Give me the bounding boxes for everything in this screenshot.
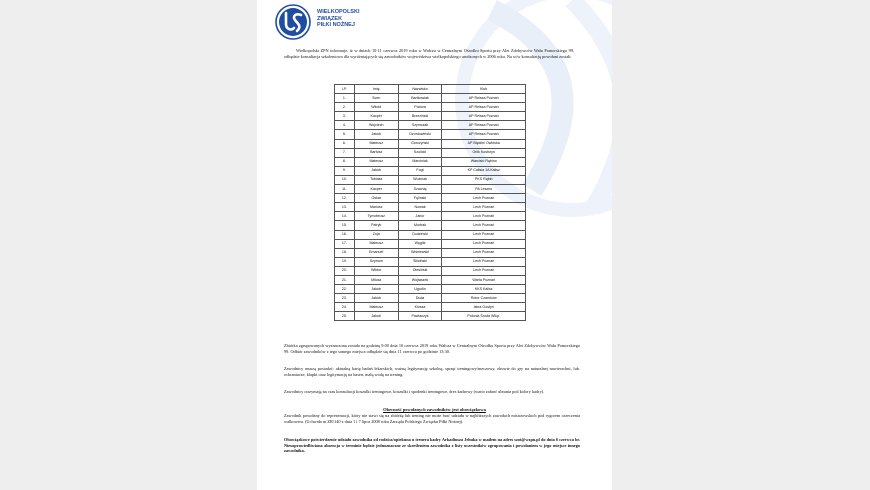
cell-surname: Górczyński xyxy=(398,139,442,148)
cell-surname: Wojtaszek xyxy=(398,275,442,284)
org-line-2: ZWIĄZEK xyxy=(317,15,343,22)
cell-surname: Fęlinski xyxy=(398,194,442,203)
cell-lp: 11. xyxy=(335,185,355,194)
cell-lp: 10. xyxy=(335,175,355,184)
players-table-body xyxy=(335,94,526,321)
cell-first-name: Tobiasz xyxy=(354,175,398,184)
cell-lp: 14. xyxy=(335,212,355,221)
cell-club: AP Reissa Poznań xyxy=(442,130,526,139)
column-header-club: Klub xyxy=(442,85,526,94)
column-header-surname: Nazwisko xyxy=(398,85,442,94)
cell-club: AP Reissa Poznań xyxy=(442,112,526,121)
cell-first-name: Mateusz xyxy=(354,157,398,166)
cell-lp: 5. xyxy=(335,130,355,139)
cell-club: Lech Poznań xyxy=(442,221,526,230)
table-row xyxy=(335,212,526,221)
cell-first-name: Patryk xyxy=(354,221,398,230)
cell-surname: Szulicki xyxy=(398,148,442,157)
cell-surname: Mudrak xyxy=(398,221,442,230)
cell-lp: 2. xyxy=(335,103,355,112)
cell-club: Orlik Kostrzyn xyxy=(442,148,526,157)
table-row xyxy=(335,275,526,284)
cell-first-name: Jakub xyxy=(354,285,398,294)
cell-lp: 25. xyxy=(335,312,355,321)
cell-club: AP Reissa Poznań xyxy=(442,121,526,130)
cell-club: Warcisłó Rąbino xyxy=(442,157,526,166)
table-row xyxy=(335,112,526,121)
cell-surname: Ugodin xyxy=(398,285,442,294)
cell-club: Lech Poznań xyxy=(442,266,526,275)
cell-surname: Kłosza xyxy=(398,303,442,312)
cell-surname: Dzordowiński xyxy=(398,130,442,139)
cell-first-name: Miłosz xyxy=(354,275,398,284)
cell-surname: Szachaj xyxy=(398,185,442,194)
cell-lp: 9. xyxy=(335,166,355,175)
cell-lp: 18. xyxy=(335,248,355,257)
cell-lp: 22. xyxy=(335,285,355,294)
table-row xyxy=(335,185,526,194)
cell-surname: Olesiński xyxy=(398,266,442,275)
cell-club: Lech Poznań xyxy=(442,248,526,257)
cell-lp: 19. xyxy=(335,257,355,266)
cell-lp: 8. xyxy=(335,157,355,166)
cell-lp: 6. xyxy=(335,139,355,148)
cell-club: PA Leszno xyxy=(442,185,526,194)
cell-first-name: Mateusz xyxy=(354,239,398,248)
table-row xyxy=(335,303,526,312)
cell-lp: 4. xyxy=(335,121,355,130)
table-row xyxy=(335,139,526,148)
cell-club: AP Błękitni Owińska xyxy=(442,139,526,148)
cell-surname: Janur xyxy=(398,212,442,221)
kit-paragraph: Zawodnicy otrzymają na czas konsultacji koszulki treningowe, koszulki i spodenki treningowe, dres kadrowy (warto zabrać ubrania pod kolory kadry). xyxy=(284,389,545,394)
cell-lp: 21. xyxy=(335,275,355,284)
cell-lp: 7. xyxy=(335,148,355,157)
cell-first-name: Mateusz xyxy=(354,303,398,312)
table-row xyxy=(335,148,526,157)
penalty-paragraph: Zawodnik powołany do reprezentacji, który nie stawi się na zbiórkę lub trening nie może brać udziału w najbliższych zawodach mistrzowskich pod rygorem orzeczenia walkowera. (Uchwała nr ZR/140 z dnia 1 i 7 lipca 2008 roku Zarządu Polskiego Związku Piłki Nożnej). xyxy=(284,413,580,424)
cell-lp: 15. xyxy=(335,221,355,230)
cell-surname: Nowak xyxy=(398,203,442,212)
organization-name xyxy=(317,9,359,29)
cell-first-name: Tymoteusz xyxy=(354,212,398,221)
cell-club: KKS Kalisz xyxy=(442,285,526,294)
org-line-3: PIŁKI NOŻNEJ xyxy=(317,22,355,28)
cell-surname: Brzeziński xyxy=(398,112,442,121)
cell-first-name: Jakub xyxy=(354,294,398,303)
cell-club: Lech Poznań xyxy=(442,203,526,212)
table-row xyxy=(335,221,526,230)
wzpn-logo-icon xyxy=(275,4,311,40)
cell-first-name: Kacper xyxy=(354,185,398,194)
table-row xyxy=(335,248,526,257)
cell-first-name: Wojciech xyxy=(354,121,398,130)
table-row xyxy=(335,239,526,248)
column-header-lp: LP. xyxy=(335,85,355,94)
confirmation-paragraph: Obowiązkowe potwierdzenie udziału zawodnika od rodzica/opiekuna u trenera kadry Arkadiusza Jehuka w mailem na adres szot@wzpn.pl do dnia 6 czerwca br. Nieusprawiedliwiona absencja w terminie będzie jednoznaczne ze skreśleniem zawodnika z listy uczestników zgrupowania i powołaniem w jego miejsce innego zawodnika. xyxy=(284,437,580,453)
cell-club: AP Reissa Poznań xyxy=(442,94,526,103)
cell-first-name: Mateusz xyxy=(354,139,398,148)
table-row xyxy=(335,130,526,139)
cell-lp: 16. xyxy=(335,230,355,239)
cell-first-name: Zuja xyxy=(354,230,398,239)
cell-first-name: Sven xyxy=(354,94,398,103)
cell-lp: 20. xyxy=(335,266,355,275)
table-row xyxy=(335,266,526,275)
column-header-name: Imię xyxy=(354,85,398,94)
cell-club: Warta Poznań xyxy=(442,275,526,284)
table-row xyxy=(335,103,526,112)
cell-surname: Pobóra xyxy=(398,103,442,112)
cell-club: Lech Poznań xyxy=(442,230,526,239)
cell-lp: 13. xyxy=(335,203,355,212)
cell-lp: 12. xyxy=(335,194,355,203)
cell-first-name: Jakub xyxy=(354,166,398,175)
cell-lp: 24. xyxy=(335,303,355,312)
cell-first-name: Oskar xyxy=(354,194,398,203)
cell-surname: Dudziński xyxy=(398,230,442,239)
cell-first-name: Bartosz xyxy=(354,148,398,157)
cell-first-name: Witold xyxy=(354,103,398,112)
table-row xyxy=(335,121,526,130)
cell-club: Rotor Czarnków xyxy=(442,294,526,303)
players-table xyxy=(334,84,526,321)
org-line-1: WIELKOPOLSKI xyxy=(317,9,360,15)
cell-lp: 3. xyxy=(335,112,355,121)
cell-club: Lech Poznań xyxy=(442,239,526,248)
cell-first-name: Szymon xyxy=(354,257,398,266)
table-row xyxy=(335,294,526,303)
cell-club: Lech Poznań xyxy=(442,212,526,221)
cell-surname: Śliwiński xyxy=(398,257,442,266)
intro-paragraph: Wielkopolski ZPN informuje, iż w dniach 10-11 czerwca 2019 roku w Wałczu w Centralnym Ośrodku Sportu przy Alei Zdobywców Wału Pomorskiego 99, odbędzie konsultacja szkoleniowa dla wyróżniających się zawodników województwa wielkopolskiego urodzonych w 2006 roku. Na w/w konsultację powołani zostali: xyxy=(284,48,574,59)
cell-first-name: Jakub xyxy=(354,130,398,139)
cell-first-name: Emanuel xyxy=(354,248,398,257)
assembly-paragraph: Zbiórka zgrupowanych wyznaczona została na godzinę 9:00 dnia 10 czerwca 2019 roku Wałcza w Centralnym Ośrodku Sportu przy Alei Zdobywców Wału Pomorskiego 99. Odbiór zawodników z tego samego miejsca odbędzie się dnia 11 czerwca po godzinie 13:30. xyxy=(284,343,580,354)
table-row xyxy=(335,257,526,266)
cell-surname: Bartkowiak xyxy=(398,94,442,103)
document-page xyxy=(257,0,612,490)
cell-club: Lech Poznań xyxy=(442,194,526,203)
cell-first-name: Mariusz xyxy=(354,203,398,212)
cell-lp: 17. xyxy=(335,239,355,248)
cell-surname: Szymczak xyxy=(398,121,442,130)
table-row xyxy=(335,203,526,212)
cell-club: AP Reissa Poznań xyxy=(442,103,526,112)
players-table-header xyxy=(335,85,526,94)
cell-surname: Woźniak xyxy=(398,175,442,184)
cell-club: KP Calisia 1A Kalisz xyxy=(442,166,526,175)
cell-first-name: Jakub xyxy=(354,312,398,321)
cell-lp: 23. xyxy=(335,294,355,303)
cell-club: Polonia Środa Wlkp. xyxy=(442,312,526,321)
cell-surname: Pawlaczyk xyxy=(398,312,442,321)
table-row xyxy=(335,312,526,321)
table-row xyxy=(335,157,526,166)
cell-club: Lech Poznań xyxy=(442,257,526,266)
cell-club: Iskra Gostyń xyxy=(442,303,526,312)
table-row xyxy=(335,94,526,103)
cell-surname: Marciniak xyxy=(398,157,442,166)
mandatory-heading: Obecność powołanych zawodników jest obowiązkowa xyxy=(383,407,486,412)
table-row xyxy=(335,285,526,294)
cell-surname: Wiśniewski xyxy=(398,248,442,257)
cell-first-name: Wiktor xyxy=(354,266,398,275)
table-row xyxy=(335,166,526,175)
table-row xyxy=(335,230,526,239)
cell-lp: 1. xyxy=(335,94,355,103)
cell-surname: Duda xyxy=(398,294,442,303)
cell-surname: Węglik xyxy=(398,239,442,248)
equipment-paragraph: Zawodnicy muszą posiadać: aktualną kartę badań lekarskich, ważną legitymację szkolną, sprzęt treningowy/meczowy, obuwie do gry na naturalnej nawierzchni, lub. ochraniacze, klapki oraz legitymację na basen, małą wodę na trening. xyxy=(284,366,580,377)
cell-surname: Fogt xyxy=(398,166,442,175)
cell-first-name: Kacper xyxy=(354,112,398,121)
cell-club: PKS Rąbin xyxy=(442,175,526,184)
table-row xyxy=(335,194,526,203)
table-row xyxy=(335,175,526,184)
